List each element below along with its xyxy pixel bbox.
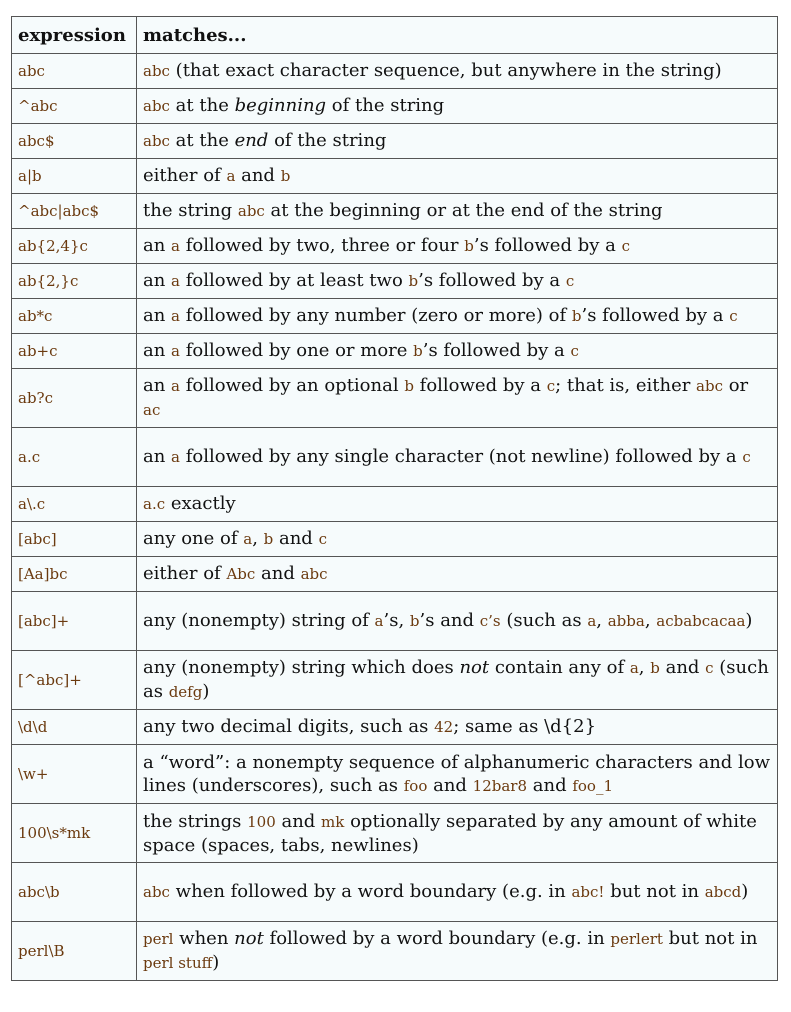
- regex-expression: [^abc]+: [12, 651, 137, 710]
- description-text: (such as: [500, 610, 588, 631]
- emphasis-text: not: [234, 928, 264, 949]
- regex-expression: \d\d: [12, 710, 137, 745]
- table-row: [12, 159, 778, 194]
- description-text: the strings: [143, 810, 248, 832]
- code-sample: perlert: [610, 930, 663, 948]
- match-description: [137, 159, 778, 194]
- match-description: [137, 89, 778, 124]
- description-text: and: [427, 774, 473, 796]
- code-sample: defg: [168, 683, 203, 701]
- code-sample: a.c: [143, 495, 166, 513]
- table-row: [12, 89, 778, 124]
- code-sample: a: [243, 530, 253, 548]
- code-sample: b: [409, 612, 420, 630]
- table-row: [12, 264, 778, 299]
- description-text: ): [741, 881, 749, 902]
- code-sample: a: [171, 342, 180, 360]
- description-text: ): [745, 610, 753, 631]
- code-sample: c: [729, 307, 738, 325]
- code-sample: abc: [143, 883, 170, 901]
- match-description: [137, 299, 778, 334]
- description-text: ): [212, 952, 220, 973]
- description-text: followed by one or more: [180, 340, 414, 361]
- regex-expression: [Aa]bc: [12, 557, 137, 592]
- match-description: [137, 592, 778, 651]
- match-description: [137, 804, 778, 863]
- code-sample: b: [408, 272, 419, 290]
- code-sample: perl stuff: [143, 954, 213, 972]
- description-text: of the string: [326, 95, 445, 116]
- code-sample: foo: [403, 776, 428, 795]
- code-sample: c’s: [479, 612, 501, 630]
- code-sample: abc: [143, 97, 170, 115]
- match-description: [137, 863, 778, 922]
- match-description: [137, 264, 778, 299]
- code-sample: a: [629, 659, 639, 677]
- regex-expression: \w+: [12, 745, 137, 804]
- description-text: an: [143, 305, 172, 326]
- regex-expression: ab{2,4}c: [12, 229, 137, 264]
- code-sample: c: [565, 272, 575, 290]
- match-description: [137, 557, 778, 592]
- table-row: [12, 369, 778, 428]
- description-text: and: [235, 165, 281, 186]
- code-sample: c: [621, 237, 630, 255]
- description-text: either of: [143, 165, 227, 186]
- description-text: followed by any single character (not newline) followed by a: [180, 446, 743, 467]
- code-sample: abc!: [571, 883, 605, 901]
- table-row: [12, 922, 778, 981]
- description-text: and: [275, 810, 322, 832]
- description-text: an: [143, 235, 172, 256]
- emphasis-text: beginning: [234, 95, 327, 116]
- description-text: at the beginning or at the end of the string: [264, 200, 663, 221]
- regex-expression: ^abc|abc$: [12, 194, 137, 229]
- emphasis-text: not: [459, 657, 490, 678]
- description-text: followed by a word boundary (e.g. in: [263, 928, 611, 949]
- regex-expression: ^abc: [12, 89, 137, 124]
- description-text: ; that is, either: [555, 375, 697, 396]
- match-description: [137, 745, 778, 804]
- description-text: ’s followed by a: [581, 305, 730, 326]
- description-text: but not in: [604, 881, 705, 902]
- description-text: ,: [252, 528, 264, 549]
- code-sample: foo_1: [572, 776, 613, 795]
- description-text: any two decimal digits, such as: [143, 716, 435, 737]
- regex-expression: [abc]+: [12, 592, 137, 651]
- code-sample: abc: [143, 132, 170, 150]
- table-row: [12, 651, 778, 710]
- code-sample: b: [413, 342, 423, 360]
- code-sample: b: [464, 237, 474, 255]
- description-text: ’s,: [383, 610, 410, 631]
- description-text: followed by two, three or four: [180, 235, 465, 256]
- description-text: ): [202, 681, 210, 702]
- match-description: [137, 651, 778, 710]
- code-sample: a: [587, 612, 597, 630]
- regex-expression: perl\B: [12, 922, 137, 981]
- regex-expression: ab*c: [12, 299, 137, 334]
- code-sample: abc: [696, 377, 723, 395]
- table-row: [12, 334, 778, 369]
- code-sample: acbabcacaa: [656, 612, 746, 630]
- code-sample: a: [374, 612, 384, 630]
- table-row: [12, 710, 778, 745]
- emphasis-text: end: [234, 130, 269, 151]
- description-text: an: [143, 446, 172, 467]
- description-text: (that exact character sequence, but anywhere in the string): [169, 60, 722, 81]
- code-sample: b: [404, 377, 414, 395]
- description-text: any one of: [143, 528, 244, 549]
- description-text: ,: [644, 610, 657, 631]
- header-row: [12, 17, 778, 54]
- description-text: ’s followed by a: [418, 270, 566, 291]
- description-text: ; same as \d{2}: [453, 716, 597, 737]
- description-text: at the: [169, 130, 235, 151]
- table-row: [12, 54, 778, 89]
- description-text: of the string: [268, 130, 387, 151]
- code-sample: 12bar8: [472, 776, 528, 795]
- regex-expression: abc$: [12, 124, 137, 159]
- description-text: ’s followed by a: [473, 235, 622, 256]
- description-text: any (nonempty) string of: [143, 610, 375, 631]
- code-sample: c: [570, 342, 579, 360]
- table-row: [12, 592, 778, 651]
- description-text: an: [143, 375, 172, 396]
- code-sample: c: [742, 448, 751, 466]
- code-sample: abc: [237, 202, 265, 220]
- description-text: ,: [638, 657, 651, 678]
- regex-expression: ab?c: [12, 369, 137, 428]
- code-sample: a: [171, 377, 180, 395]
- description-text: contain any of: [489, 657, 630, 678]
- regex-expression: [abc]: [12, 522, 137, 557]
- regex-expression: a\.c: [12, 487, 137, 522]
- match-description: [137, 369, 778, 428]
- code-sample: c: [705, 659, 714, 677]
- matches-column-header: matches...: [137, 17, 778, 54]
- code-sample: a: [226, 167, 236, 185]
- table-row: [12, 229, 778, 264]
- description-text: followed by a: [413, 375, 547, 396]
- regex-expression: a|b: [12, 159, 137, 194]
- description-text: and: [255, 563, 301, 584]
- table-row: [12, 194, 778, 229]
- regex-expression: abc: [12, 54, 137, 89]
- table-row: [12, 487, 778, 522]
- description-text: ,: [596, 610, 608, 631]
- regex-reference-table: [11, 16, 778, 981]
- code-sample: abc: [300, 565, 328, 583]
- table-row: [12, 557, 778, 592]
- description-text: ’s and: [419, 610, 480, 631]
- description-text: or: [723, 375, 749, 396]
- table-row: [12, 863, 778, 922]
- code-sample: mk: [321, 812, 345, 831]
- description-text: followed by at least two: [180, 270, 409, 291]
- table-row: [12, 745, 778, 804]
- description-text: an: [143, 270, 172, 291]
- description-text: when followed by a word boundary (e.g. in: [169, 881, 572, 902]
- match-description: [137, 334, 778, 369]
- code-sample: abc: [143, 62, 170, 80]
- description-text: ’s followed by a: [422, 340, 571, 361]
- expression-column-header: expression: [12, 17, 137, 54]
- code-sample: abcd: [704, 883, 742, 901]
- match-description: [137, 922, 778, 981]
- description-text: an: [143, 340, 172, 361]
- code-sample: c: [318, 530, 327, 548]
- description-text: optionally separated by any amount of white space (spaces, tabs, newlines): [143, 810, 757, 856]
- description-text: and: [273, 528, 319, 549]
- description-text: (such as: [143, 657, 769, 702]
- match-description: [137, 522, 778, 557]
- code-sample: b: [263, 530, 274, 548]
- regex-expression: a.c: [12, 428, 137, 487]
- code-sample: perl: [143, 930, 174, 948]
- regex-expression: abc\b: [12, 863, 137, 922]
- match-description: [137, 124, 778, 159]
- code-sample: 42: [434, 718, 454, 736]
- match-description: [137, 710, 778, 745]
- match-description: [137, 54, 778, 89]
- code-sample: a: [171, 307, 180, 325]
- code-sample: b: [280, 167, 291, 185]
- description-text: followed by any number (zero or more) of: [180, 305, 572, 326]
- code-sample: abba: [607, 612, 645, 630]
- table-row: [12, 428, 778, 487]
- match-description: [137, 229, 778, 264]
- regex-expression: 100\s*mk: [12, 804, 137, 863]
- code-sample: b: [650, 659, 660, 677]
- regex-expression: ab+c: [12, 334, 137, 369]
- description-text: the string: [143, 200, 238, 221]
- table-row: [12, 124, 778, 159]
- table-row: [12, 804, 778, 863]
- description-text: any (nonempty) string which does: [143, 657, 460, 678]
- description-text: and: [527, 774, 573, 796]
- regex-expression: ab{2,}c: [12, 264, 137, 299]
- match-description: [137, 194, 778, 229]
- code-sample: a: [171, 448, 180, 466]
- code-sample: a: [171, 272, 180, 290]
- code-sample: c: [546, 377, 556, 395]
- description-text: but not in: [662, 928, 758, 949]
- match-description: [137, 428, 778, 487]
- match-description: [137, 487, 778, 522]
- table-row: [12, 522, 778, 557]
- description-text: either of: [143, 563, 227, 584]
- description-text: when: [173, 928, 235, 949]
- code-sample: b: [571, 307, 582, 325]
- description-text: exactly: [165, 493, 236, 514]
- code-sample: Abc: [226, 565, 256, 583]
- table-row: [12, 299, 778, 334]
- code-sample: 100: [247, 812, 276, 831]
- code-sample: a: [171, 237, 180, 255]
- description-text: followed by an optional: [180, 375, 405, 396]
- description-text: a “word”: a nonempty sequence of alphanumeric characters and low lines (underscores), such as: [143, 751, 771, 796]
- description-text: at the: [169, 95, 235, 116]
- code-sample: ac: [143, 401, 161, 419]
- description-text: and: [659, 657, 706, 678]
